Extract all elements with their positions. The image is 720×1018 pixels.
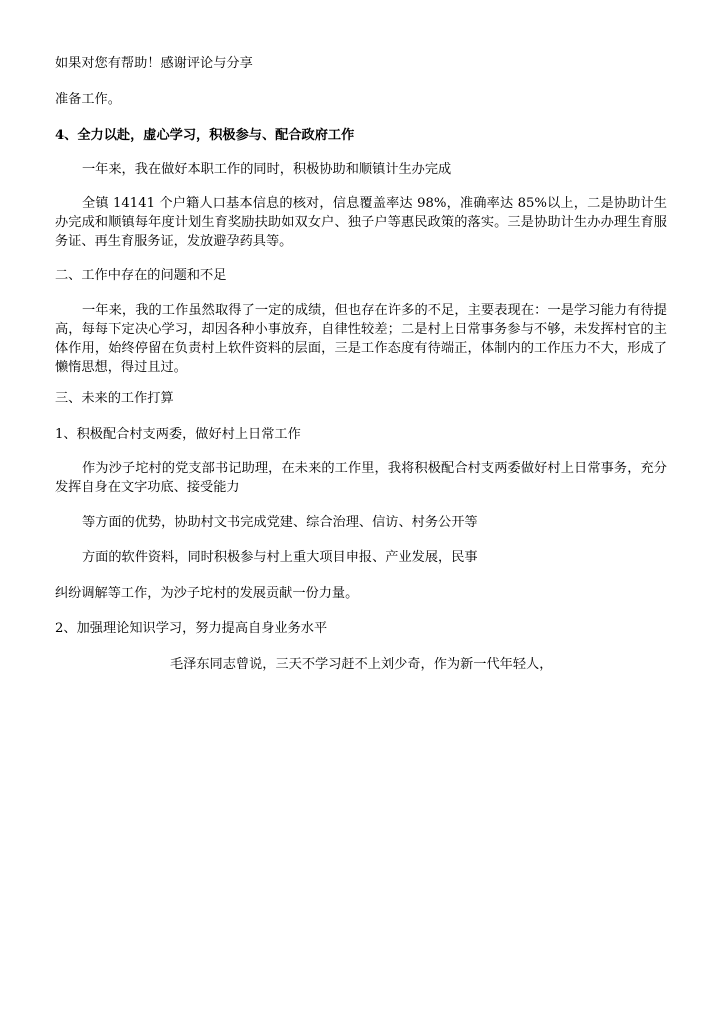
paragraph-4: 作为沙子坨村的党支部书记助理，在未来的工作里，我将积极配合村支两委做好村上日常事务，充分发挥自身在文字功底、接受能力 [55,461,667,495]
subsection2-title: 2、加强理论知识学习，努力提高自身业务水平 [55,621,328,636]
paragraph-3: 一年来，我的工作虽然取得了一定的成绩，但也存在许多的不足，主要表现在：一是学习能力有待提高，每每下定决心学习，却因各种小事放弃，自律性较差；二是村上日常事务参与不够，未发挥村官的主体作用，始终停留在负责村上软件资料的层面，三是工作态度有待端正，体制内的工作压力不大，形成了懒惰思想，得过且过。 [55,303,667,375]
section2-title: 二、工作中存在的问题和不足 [55,268,227,283]
paragraph-5: 等方面的优势，协助村文书完成党建、综合治理、信访、村务公开等 [82,515,478,530]
section4-title: 4、全力以赴，虚心学习，积极参与、配合政府工作 [55,128,355,143]
subsection1-title: 1、积极配合村支两委，做好村上日常工作 [55,427,301,442]
section3-title: 三、未来的工作打算 [55,391,174,406]
paragraph-2: 全镇 14141 个户籍人口基本信息的核对，信息覆盖率达 98%，准确率达 85%以上，二是协助计生办完成和顺镇每年度计划生育奖励扶助如双女户、独子户等惠民政策的落实。三是协助计生办办理生育服务证、再生育服务证，发放避孕药具等。 [55,196,667,249]
prep-line: 准备工作。 [55,92,121,107]
paragraph-6: 方面的软件资料，同时积极参与村上重大项目申报、产业发展，民事 [82,550,478,565]
paragraph-7: 纠纷调解等工作，为沙子坨村的发展贡献一份力量。 [55,586,359,601]
paragraph-8: 毛泽东同志曾说，三天不学习赶不上刘少奇，作为新一代年轻人， [170,657,553,672]
header-line: 如果对您有帮助！感谢评论与分享 [55,56,253,71]
paragraph-1: 一年来，我在做好本职工作的同时，积极协助和顺镇计生办完成 [82,162,452,177]
